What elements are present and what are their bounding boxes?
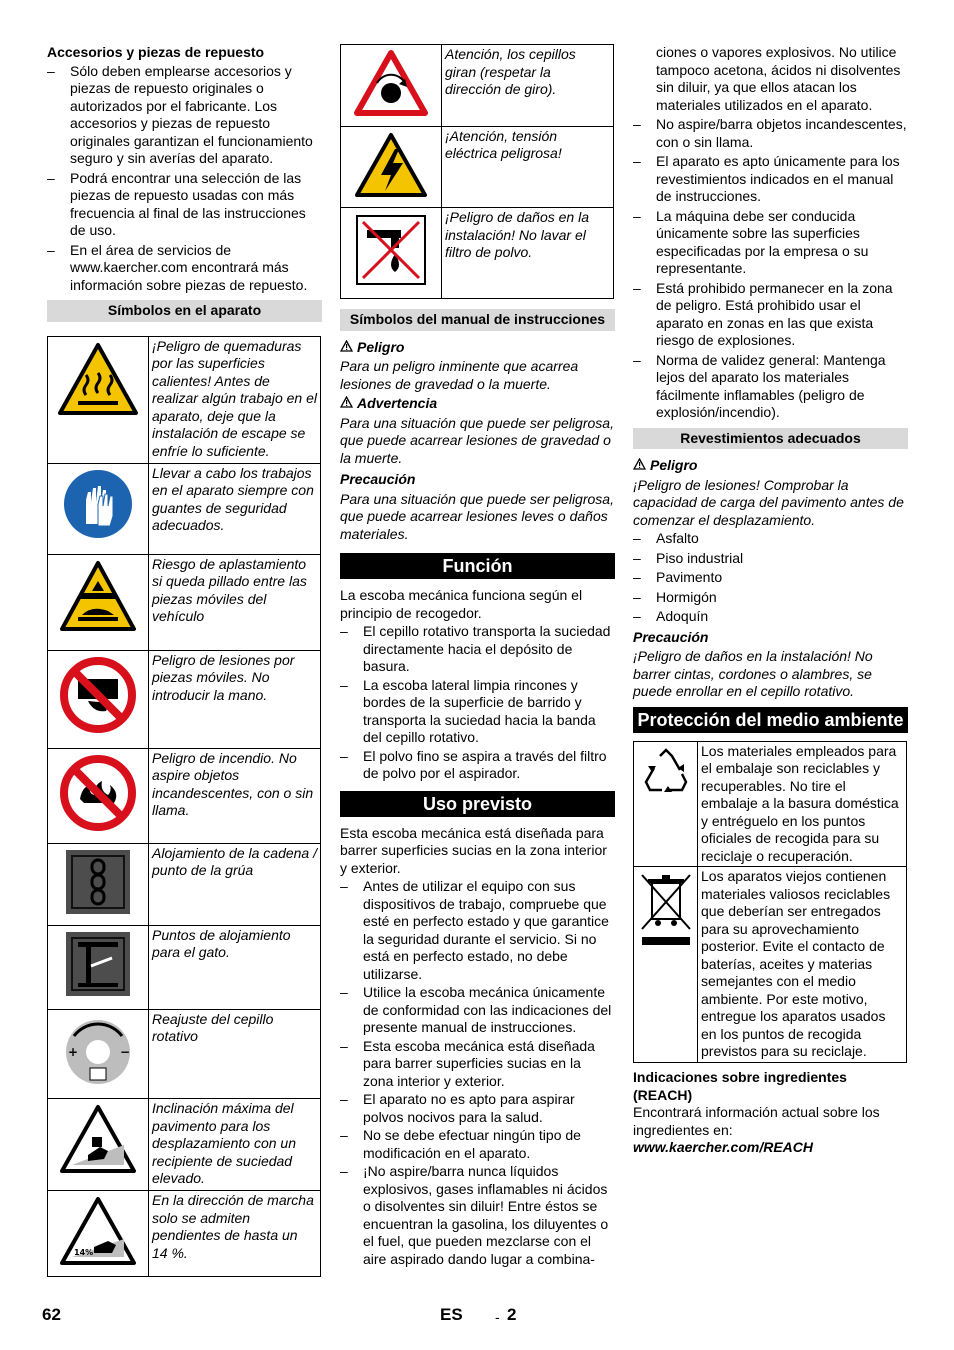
brush-adjust-icon <box>60 1044 136 1093</box>
table-row <box>341 208 614 299</box>
jack-icon <box>64 985 132 1001</box>
crossed-bin-icon <box>638 938 694 954</box>
footer-separator: - <box>495 1309 500 1325</box>
uso-intro: Esta escoba mecánica está diseñada para barrer superficies sucias en la zona interior y exterior. <box>340 824 607 876</box>
list-item: – El polvo fino se aspira a través del filtro de polvo por el aspirador. <box>340 748 615 783</box>
table-row <box>48 843 321 925</box>
symbol-text: ¡Atención, tensión eléctrica peligrosa! <box>442 126 614 208</box>
table-row <box>48 925 321 1009</box>
no-fire-icon <box>58 820 138 836</box>
device-symbols-table-cont <box>340 44 614 299</box>
list-item: – No aspire/barra objetos incandescentes, con o sin llama. <box>633 116 908 151</box>
reach-link[interactable]: www.kaercher.com/REACH <box>633 1139 813 1155</box>
environment-table <box>633 741 907 1064</box>
symbol-text: ¡Peligro de daños en la instalación! No lavar el filtro de polvo. <box>442 208 614 299</box>
column-3 <box>633 44 908 1157</box>
column-2 <box>340 44 615 1268</box>
list-item: – El cepillo rotativo transporta la suciedad directamente hacia el depósito de basura. <box>340 623 615 676</box>
symbol-text: Puntos de alojamiento para el gato. <box>149 925 321 1009</box>
table-row <box>48 1099 321 1191</box>
list-item: – Norma de validez general: Mantenga lejos del aparato los materiales fácilmente inflamables (peligro de explosión/incendio). <box>633 352 908 422</box>
page-number: 62 <box>42 1305 61 1324</box>
table-row <box>48 336 321 463</box>
warning-triangle-icon <box>633 457 646 475</box>
symbol-text: Llevar a cabo los trabajos en el aparato siempre con guantes de seguridad adecuados. <box>149 463 321 554</box>
list-item: – ¡No aspire/barra nunca líquidos explosivos, gases inflamables ni ácidos o disolventes sin diluir! Entre éstos se encuentran la gasolina, los diluyentes o el fuel, que pueden mezclarse con el aire aspirado dando lugar a combina- <box>340 1163 615 1268</box>
manual-symbols-title: Símbolos del manual de instrucciones <box>340 309 615 331</box>
table-row <box>634 741 907 867</box>
revestimientos-title: Revestimientos adecuados <box>633 428 908 450</box>
symbol-text: Inclinación máxima del pavimento para los desplazamiento con un recipiente de suciedad elevado. <box>149 1099 321 1191</box>
symbol-text: Riesgo de aplastamiento si queda pillado entre las piezas móviles del vehículo <box>149 554 321 650</box>
reach-title: Indicaciones sobre ingredientes (REACH) <box>633 1069 847 1103</box>
peligro-text: Para un peligro inminente que acarrea lesiones de gravedad o la muerte. <box>340 358 579 392</box>
precaucion-label: Precaución <box>340 471 416 487</box>
surface-item: – Pavimento <box>633 569 908 587</box>
no-hand-icon <box>58 722 138 738</box>
surface-item: – Piso industrial <box>633 550 908 568</box>
table-row <box>634 867 907 1063</box>
gloves-icon <box>62 527 134 543</box>
peligro-label: Peligro <box>340 339 615 357</box>
table-row <box>48 554 321 650</box>
rotating-brush-icon <box>353 104 429 120</box>
surface-item: – Hormigón <box>633 589 908 607</box>
list-item: – Antes de utilizar el equipo con sus dispositivos de trabajo, compruebe que esté en perfecto estado y que garantice la seguridad durante el servicio. Si no está en perfecto estado, no debe utilizarse. <box>340 878 615 983</box>
crush-hazard-icon <box>58 620 138 636</box>
list-item: – El aparato no es apto para aspirar polvos nocivos para la salud. <box>340 1091 615 1126</box>
symbols-title: Símbolos en el aparato <box>47 300 322 322</box>
list-item: – Podrá encontrar una selección de las piezas de repuesto usadas con más frecuencia al final de las instrucciones de uso. <box>47 170 322 240</box>
high-voltage-icon <box>353 186 429 202</box>
precaucion-text: Para una situación que puede ser peligrosa, que puede acarrear lesiones leves o daños materiales. <box>340 490 614 542</box>
list-item: – Sólo deben emplearse accesorios y piezas de repuesto originales o autorizados por el fabricante. Los accesorios y piezas de repuesto originales garantizan el funcionamiento seguro y sin averías del aparato. <box>47 63 322 168</box>
device-symbols-table <box>47 336 321 1277</box>
precaucion-text: ¡Peligro de daños en la instalación! No barrer cintas, cordones o alambres, se puede enrollar en el cepillo rotativo. <box>633 648 873 699</box>
table-row <box>48 463 321 554</box>
surface-item: – Asfalto <box>633 530 908 548</box>
symbol-text: En la dirección de marcha solo se admiten pendientes de hasta un 14 %. <box>149 1191 321 1277</box>
env-text: Los materiales empleados para el embalaje son reciclables y recuperables. No tire el embalaje a la basura doméstica y entréguelo en los puntos oficiales de recogida para su reciclaje o recuperación. <box>698 741 907 867</box>
environment-title: Protección del medio ambiente <box>633 707 908 733</box>
list-item: – No se debe efectuar ningún tipo de modificación en el aparato. <box>340 1127 615 1162</box>
table-row <box>341 45 614 127</box>
symbol-text: ¡Peligro de quemaduras por las superficies calientes! Antes de realizar algún trabajo en el aparato, deje que la instalación de escape se enfríe lo suficiente. <box>149 336 321 463</box>
symbol-text: Peligro de incendio. No aspire objetos incandescentes, con o sin llama. <box>149 748 321 843</box>
language-code: ES <box>440 1305 463 1324</box>
list-item: – Está prohibido permanecer en la zona de peligro. Está prohibido usar el aparato en zonas en las que exista riesgo de explosiones. <box>633 280 908 350</box>
funcion-intro: La escoba mecánica funciona según el principio de recogedor. <box>340 587 583 621</box>
peligro-text: ¡Peligro de lesiones! Comprobar la capacidad de carga del pavimento antes de comenzar el desplazamiento. <box>633 476 904 528</box>
chain-icon <box>64 903 132 919</box>
symbol-text: Alojamiento de la cadena / punto de la grúa <box>149 843 321 925</box>
uso-title: Uso previsto <box>340 791 615 817</box>
peligro-label: Peligro <box>633 457 908 475</box>
slope-14-icon <box>58 1248 138 1270</box>
symbol-text: Peligro de lesiones por piezas móviles. No introducir la mano. <box>149 650 321 748</box>
svg-text:14%: 14% <box>74 1248 94 1257</box>
table-row <box>48 650 321 748</box>
section-number: 2 <box>507 1305 517 1324</box>
list-item: – Esta escoba mecánica está diseñada para barrer superficies sucias en la zona interior y exterior. <box>340 1038 615 1091</box>
table-row <box>48 748 321 843</box>
column-1 <box>47 44 322 1277</box>
list-item: – En el área de servicios de www.kaercher.com encontrará más información sobre piezas de repuesto. <box>47 242 322 295</box>
table-row <box>48 1009 321 1099</box>
recycle-icon <box>638 789 694 805</box>
funcion-title: Función <box>340 553 615 579</box>
accessories-title: Accesorios y piezas de repuesto <box>47 44 265 60</box>
svg-text:−: − <box>120 1044 131 1059</box>
symbol-text: Atención, los cepillos giran (respetar la dirección de giro). <box>442 45 614 127</box>
list-item: – Utilice la escoba mecánica únicamente de conformidad con las indicaciones del presente manual de instrucciones. <box>340 984 615 1037</box>
list-item: – La máquina debe ser conducida únicamente sobre las superficies especificadas por la empresa o su representante. <box>633 208 908 278</box>
symbol-text: Reajuste del cepillo rotativo <box>149 1009 321 1099</box>
slope-max-icon <box>58 1162 138 1178</box>
reach-text: Encontrará información actual sobre los ingredientes en: <box>633 1104 880 1138</box>
list-item: – La escoba lateral limpia rincones y bordes de la superficie de barrido y transporta la suciedad hacia la banda del cepillo rotativo. <box>340 677 615 747</box>
list-item: – El aparato es apto únicamente para los revestimientos indicados en el manual de instrucciones. <box>633 153 908 206</box>
continued-text: ciones o vapores explosivos. No utilice tampoco acetona, ácidos ni disolventes sin diluir, ya que ellos atacan los materiales utilizados en el aparato. <box>656 44 901 113</box>
advertencia-text: Para una situación que puede ser peligrosa, que puede acarrear lesiones de gravedad o la muerte. <box>340 414 614 466</box>
warning-triangle-icon <box>340 395 353 413</box>
precaucion-label: Precaución <box>633 628 709 645</box>
surface-item: – Adoquín <box>633 608 908 626</box>
hot-surface-icon <box>56 404 140 420</box>
env-text: Los aparatos viejos contienen materiales valiosos reciclables que deberían ser entregados para su aprovechamiento posterior. Evite el contacto de baterías, aceites y materias semejantes con el medio ambiente. Por este motivo, entregue los aparatos usados en los puntos de recogida previstos para su reciclaje. <box>698 867 907 1063</box>
table-row <box>341 126 614 208</box>
warning-triangle-icon <box>340 339 353 357</box>
svg-text:+: + <box>68 1044 79 1059</box>
no-wash-filter-icon <box>353 275 429 291</box>
table-row <box>48 1191 321 1277</box>
advertencia-label: Advertencia <box>340 395 615 413</box>
